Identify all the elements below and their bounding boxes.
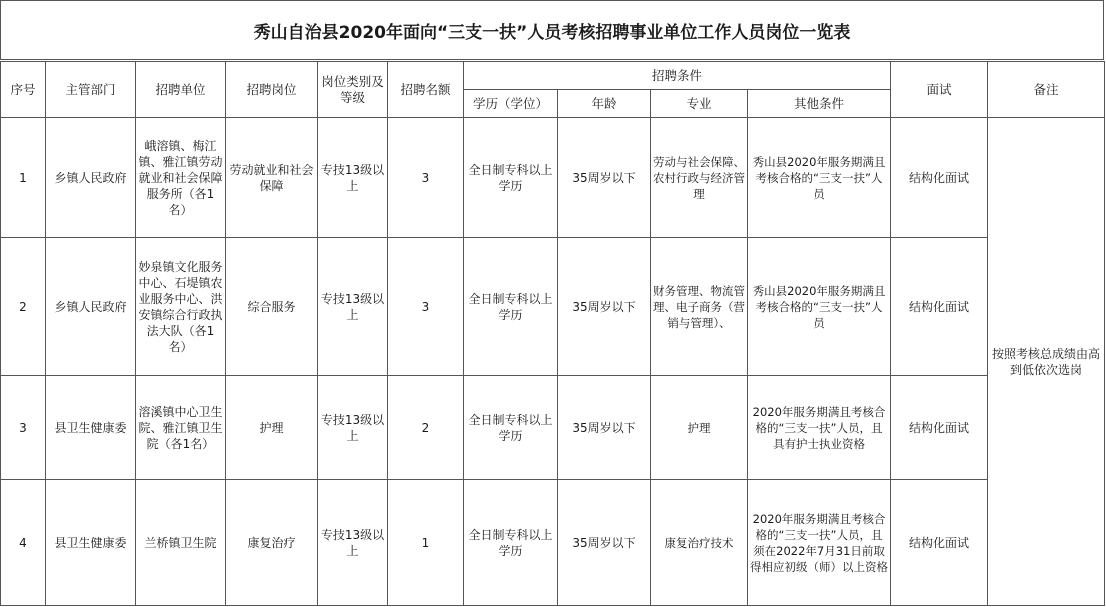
header-category: 岗位类别及等级: [318, 62, 388, 118]
header-post: 招聘岗位: [226, 62, 318, 118]
cell-quota: 1: [388, 480, 464, 606]
cell-education: 全日制专科以上学历: [464, 376, 558, 480]
cell-other: 秀山县2020年服务期满且考核合格的“三支一扶”人员: [748, 238, 891, 376]
cell-remark: 按照考核总成绩由高到低依次选岗: [988, 118, 1105, 606]
cell-dept: 县卫生健康委: [46, 376, 136, 480]
cell-dept: 乡镇人民政府: [46, 238, 136, 376]
header-interview: 面试: [891, 62, 988, 118]
cell-age: 35周岁以下: [558, 238, 651, 376]
cell-major: 劳动与社会保障、农村行政与经济管理: [651, 118, 748, 238]
cell-category: 专技13级以上: [318, 480, 388, 606]
cell-post: 康复治疗: [226, 480, 318, 606]
cell-major: 康复治疗技术: [651, 480, 748, 606]
cell-quota: 3: [388, 118, 464, 238]
cell-interview: 结构化面试: [891, 238, 988, 376]
cell-category: 专技13级以上: [318, 118, 388, 238]
cell-quota: 2: [388, 376, 464, 480]
header-conditions: 招聘条件: [464, 62, 891, 90]
cell-unit: 兰桥镇卫生院: [136, 480, 226, 606]
cell-dept: 县卫生健康委: [46, 480, 136, 606]
cell-seq: 4: [1, 480, 46, 606]
table-row: [1, 118, 1105, 238]
cell-other: 2020年服务期满且考核合格的“三支一扶”人员，且具有护士执业资格: [748, 376, 891, 480]
cell-interview: 结构化面试: [891, 480, 988, 606]
cell-major: 护理: [651, 376, 748, 480]
cell-other: 2020年服务期满且考核合格的“三支一扶”人员，且须在2022年7月31日前取得相应初级（师）以上资格: [748, 480, 891, 606]
cell-post: 综合服务: [226, 238, 318, 376]
page-title: 秀山自治县2020年面向“三支一扶”人员考核招聘事业单位工作人员岗位一览表: [0, 0, 1104, 60]
table-row: [1, 376, 1105, 480]
cell-education: 全日制专科以上学历: [464, 118, 558, 238]
cell-unit: 妙泉镇文化服务中心、石堤镇农业服务中心、洪安镇综合行政执法大队（各1名）: [136, 238, 226, 376]
header-row: [1, 62, 1105, 90]
cell-unit: 峨溶镇、梅江镇、雅江镇劳动就业和社会保障服务所（各1名）: [136, 118, 226, 238]
cell-post: 护理: [226, 376, 318, 480]
cell-post: 劳动就业和社会保障: [226, 118, 318, 238]
cell-seq: 3: [1, 376, 46, 480]
table-row: [1, 480, 1105, 606]
header-dept: 主管部门: [46, 62, 136, 118]
cell-major: 财务管理、物流管理、电子商务（营销与管理）、: [651, 238, 748, 376]
cell-category: 专技13级以上: [318, 238, 388, 376]
header-seq: 序号: [1, 62, 46, 118]
header-other: 其他条件: [748, 90, 891, 118]
cell-other: 秀山县2020年服务期满且考核合格的“三支一扶”人员: [748, 118, 891, 238]
cell-unit: 溶溪镇中心卫生院、雅江镇卫生院（各1名）: [136, 376, 226, 480]
cell-category: 专技13级以上: [318, 376, 388, 480]
cell-dept: 乡镇人民政府: [46, 118, 136, 238]
cell-interview: 结构化面试: [891, 376, 988, 480]
cell-age: 35周岁以下: [558, 118, 651, 238]
table-row: [1, 238, 1105, 376]
header-education: 学历（学位）: [464, 90, 558, 118]
cell-education: 全日制专科以上学历: [464, 238, 558, 376]
cell-quota: 3: [388, 238, 464, 376]
header-unit: 招聘单位: [136, 62, 226, 118]
cell-education: 全日制专科以上学历: [464, 480, 558, 606]
header-quota: 招聘名额: [388, 62, 464, 118]
header-age: 年龄: [558, 90, 651, 118]
cell-age: 35周岁以下: [558, 376, 651, 480]
header-remark: 备注: [988, 62, 1105, 118]
header-major: 专业: [651, 90, 748, 118]
positions-table: [0, 61, 1105, 606]
cell-interview: 结构化面试: [891, 118, 988, 238]
cell-seq: 2: [1, 238, 46, 376]
cell-seq: 1: [1, 118, 46, 238]
cell-age: 35周岁以下: [558, 480, 651, 606]
